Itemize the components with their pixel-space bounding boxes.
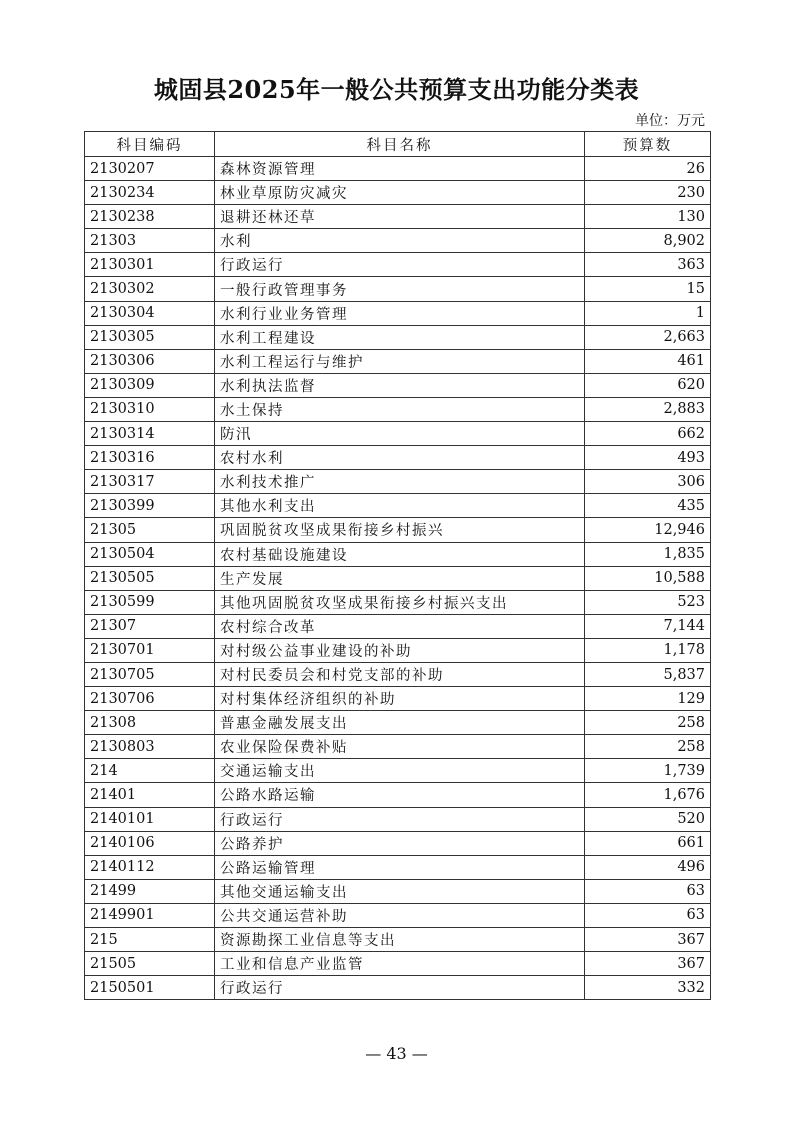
cell-amount: 363 <box>585 253 711 277</box>
cell-amount: 63 <box>585 879 711 903</box>
cell-code: 2130705 <box>85 662 215 686</box>
cell-code: 2130301 <box>85 253 215 277</box>
cell-amount: 258 <box>585 735 711 759</box>
cell-code: 2130316 <box>85 446 215 470</box>
cell-name: 对村民委员会和村党支部的补助 <box>215 662 585 686</box>
cell-amount: 435 <box>585 494 711 518</box>
table-row <box>85 903 711 927</box>
cell-name: 水利技术推广 <box>215 470 585 494</box>
cell-amount: 12,946 <box>585 518 711 542</box>
cell-name: 其他巩固脱贫攻坚成果衔接乡村振兴支出 <box>215 590 585 614</box>
table-row <box>85 952 711 976</box>
table-row <box>85 205 711 229</box>
cell-amount: 332 <box>585 976 711 1000</box>
cell-name: 行政运行 <box>215 976 585 1000</box>
table-row <box>85 590 711 614</box>
table-row <box>85 614 711 638</box>
cell-code: 2130314 <box>85 422 215 446</box>
cell-code: 2130207 <box>85 157 215 181</box>
table-row <box>85 928 711 952</box>
cell-amount: 461 <box>585 349 711 373</box>
cell-name: 其他水利支出 <box>215 494 585 518</box>
cell-name: 行政运行 <box>215 807 585 831</box>
cell-name: 生产发展 <box>215 566 585 590</box>
cell-name: 一般行政管理事务 <box>215 277 585 301</box>
cell-code: 2130306 <box>85 349 215 373</box>
cell-amount: 63 <box>585 903 711 927</box>
table-row <box>85 855 711 879</box>
table-row <box>85 638 711 662</box>
cell-amount: 1,835 <box>585 542 711 566</box>
cell-amount: 2,883 <box>585 397 711 421</box>
cell-amount: 15 <box>585 277 711 301</box>
table-header-row <box>85 132 711 157</box>
table-row <box>85 494 711 518</box>
table-row <box>85 181 711 205</box>
cell-name: 公路水路运输 <box>215 783 585 807</box>
cell-amount: 10,588 <box>585 566 711 590</box>
cell-amount: 5,837 <box>585 662 711 686</box>
cell-amount: 367 <box>585 952 711 976</box>
table-row <box>85 325 711 349</box>
table-row <box>85 759 711 783</box>
cell-code: 21307 <box>85 614 215 638</box>
cell-code: 215 <box>85 928 215 952</box>
cell-name: 巩固脱贫攻坚成果衔接乡村振兴 <box>215 518 585 542</box>
cell-name: 资源勘探工业信息等支出 <box>215 928 585 952</box>
cell-name: 其他交通运输支出 <box>215 879 585 903</box>
cell-code: 214 <box>85 759 215 783</box>
cell-amount: 1,739 <box>585 759 711 783</box>
table-row <box>85 783 711 807</box>
cell-code: 2140101 <box>85 807 215 831</box>
cell-code: 2130238 <box>85 205 215 229</box>
table-row <box>85 157 711 181</box>
table-row <box>85 879 711 903</box>
cell-code: 2130706 <box>85 687 215 711</box>
cell-code: 21308 <box>85 711 215 735</box>
header-code: 科目编码 <box>85 132 215 157</box>
cell-amount: 230 <box>585 181 711 205</box>
cell-code: 21499 <box>85 879 215 903</box>
cell-code: 2130309 <box>85 373 215 397</box>
cell-name: 水利工程运行与维护 <box>215 349 585 373</box>
page-number: — 43 — <box>365 1044 428 1063</box>
cell-amount: 493 <box>585 446 711 470</box>
cell-code: 2140106 <box>85 831 215 855</box>
unit-label: 单位：万元 <box>635 113 705 129</box>
cell-amount: 130 <box>585 205 711 229</box>
table-row <box>85 277 711 301</box>
cell-code: 2130317 <box>85 470 215 494</box>
cell-code: 21505 <box>85 952 215 976</box>
cell-amount: 7,144 <box>585 614 711 638</box>
cell-name: 对村集体经济组织的补助 <box>215 687 585 711</box>
table-row <box>85 976 711 1000</box>
cell-amount: 661 <box>585 831 711 855</box>
cell-name: 公共交通运营补助 <box>215 903 585 927</box>
cell-name: 水利 <box>215 229 585 253</box>
page-title: 城固县2025年一般公共预算支出功能分类表 <box>153 75 640 104</box>
table-row <box>85 253 711 277</box>
cell-name: 公路养护 <box>215 831 585 855</box>
table-row <box>85 831 711 855</box>
cell-name: 农村基础设施建设 <box>215 542 585 566</box>
table-row <box>85 397 711 421</box>
table-row <box>85 446 711 470</box>
cell-name: 公路运输管理 <box>215 855 585 879</box>
cell-amount: 129 <box>585 687 711 711</box>
cell-code: 2149901 <box>85 903 215 927</box>
cell-code: 2130302 <box>85 277 215 301</box>
cell-name: 水利工程建设 <box>215 325 585 349</box>
budget-table <box>84 131 711 1000</box>
cell-name: 水土保持 <box>215 397 585 421</box>
cell-amount: 1,676 <box>585 783 711 807</box>
table-row <box>85 422 711 446</box>
header-amount: 预算数 <box>585 132 711 157</box>
cell-code: 2130304 <box>85 301 215 325</box>
cell-amount: 8,902 <box>585 229 711 253</box>
header-name: 科目名称 <box>215 132 585 157</box>
table-row <box>85 301 711 325</box>
cell-name: 森林资源管理 <box>215 157 585 181</box>
table-row <box>85 229 711 253</box>
cell-code: 2130803 <box>85 735 215 759</box>
table-row <box>85 735 711 759</box>
cell-code: 2130310 <box>85 397 215 421</box>
cell-name: 水利执法监督 <box>215 373 585 397</box>
cell-code: 2130504 <box>85 542 215 566</box>
cell-amount: 306 <box>585 470 711 494</box>
cell-amount: 1 <box>585 301 711 325</box>
table-row <box>85 662 711 686</box>
cell-code: 21401 <box>85 783 215 807</box>
cell-code: 21305 <box>85 518 215 542</box>
table-row <box>85 518 711 542</box>
cell-amount: 2,663 <box>585 325 711 349</box>
table-row <box>85 807 711 831</box>
cell-amount: 258 <box>585 711 711 735</box>
cell-code: 2130305 <box>85 325 215 349</box>
cell-code: 2130234 <box>85 181 215 205</box>
table-row <box>85 542 711 566</box>
cell-amount: 662 <box>585 422 711 446</box>
cell-code: 2130701 <box>85 638 215 662</box>
cell-amount: 367 <box>585 928 711 952</box>
cell-code: 2130399 <box>85 494 215 518</box>
cell-code: 21303 <box>85 229 215 253</box>
cell-name: 农村水利 <box>215 446 585 470</box>
cell-name: 工业和信息产业监管 <box>215 952 585 976</box>
cell-name: 水利行业业务管理 <box>215 301 585 325</box>
cell-code: 2130505 <box>85 566 215 590</box>
cell-amount: 520 <box>585 807 711 831</box>
table-row <box>85 349 711 373</box>
table-row <box>85 470 711 494</box>
cell-code: 2140112 <box>85 855 215 879</box>
table-row <box>85 711 711 735</box>
cell-name: 农村综合改革 <box>215 614 585 638</box>
cell-amount: 26 <box>585 157 711 181</box>
cell-name: 对村级公益事业建设的补助 <box>215 638 585 662</box>
cell-amount: 523 <box>585 590 711 614</box>
cell-name: 防汛 <box>215 422 585 446</box>
cell-code: 2150501 <box>85 976 215 1000</box>
cell-name: 普惠金融发展支出 <box>215 711 585 735</box>
cell-code: 2130599 <box>85 590 215 614</box>
table-row <box>85 687 711 711</box>
table-body <box>85 157 711 1000</box>
cell-amount: 496 <box>585 855 711 879</box>
cell-amount: 1,178 <box>585 638 711 662</box>
table-row <box>85 566 711 590</box>
cell-name: 林业草原防灾减灾 <box>215 181 585 205</box>
cell-name: 行政运行 <box>215 253 585 277</box>
cell-name: 退耕还林还草 <box>215 205 585 229</box>
cell-name: 农业保险保费补贴 <box>215 735 585 759</box>
cell-amount: 620 <box>585 373 711 397</box>
table-row <box>85 373 711 397</box>
cell-name: 交通运输支出 <box>215 759 585 783</box>
